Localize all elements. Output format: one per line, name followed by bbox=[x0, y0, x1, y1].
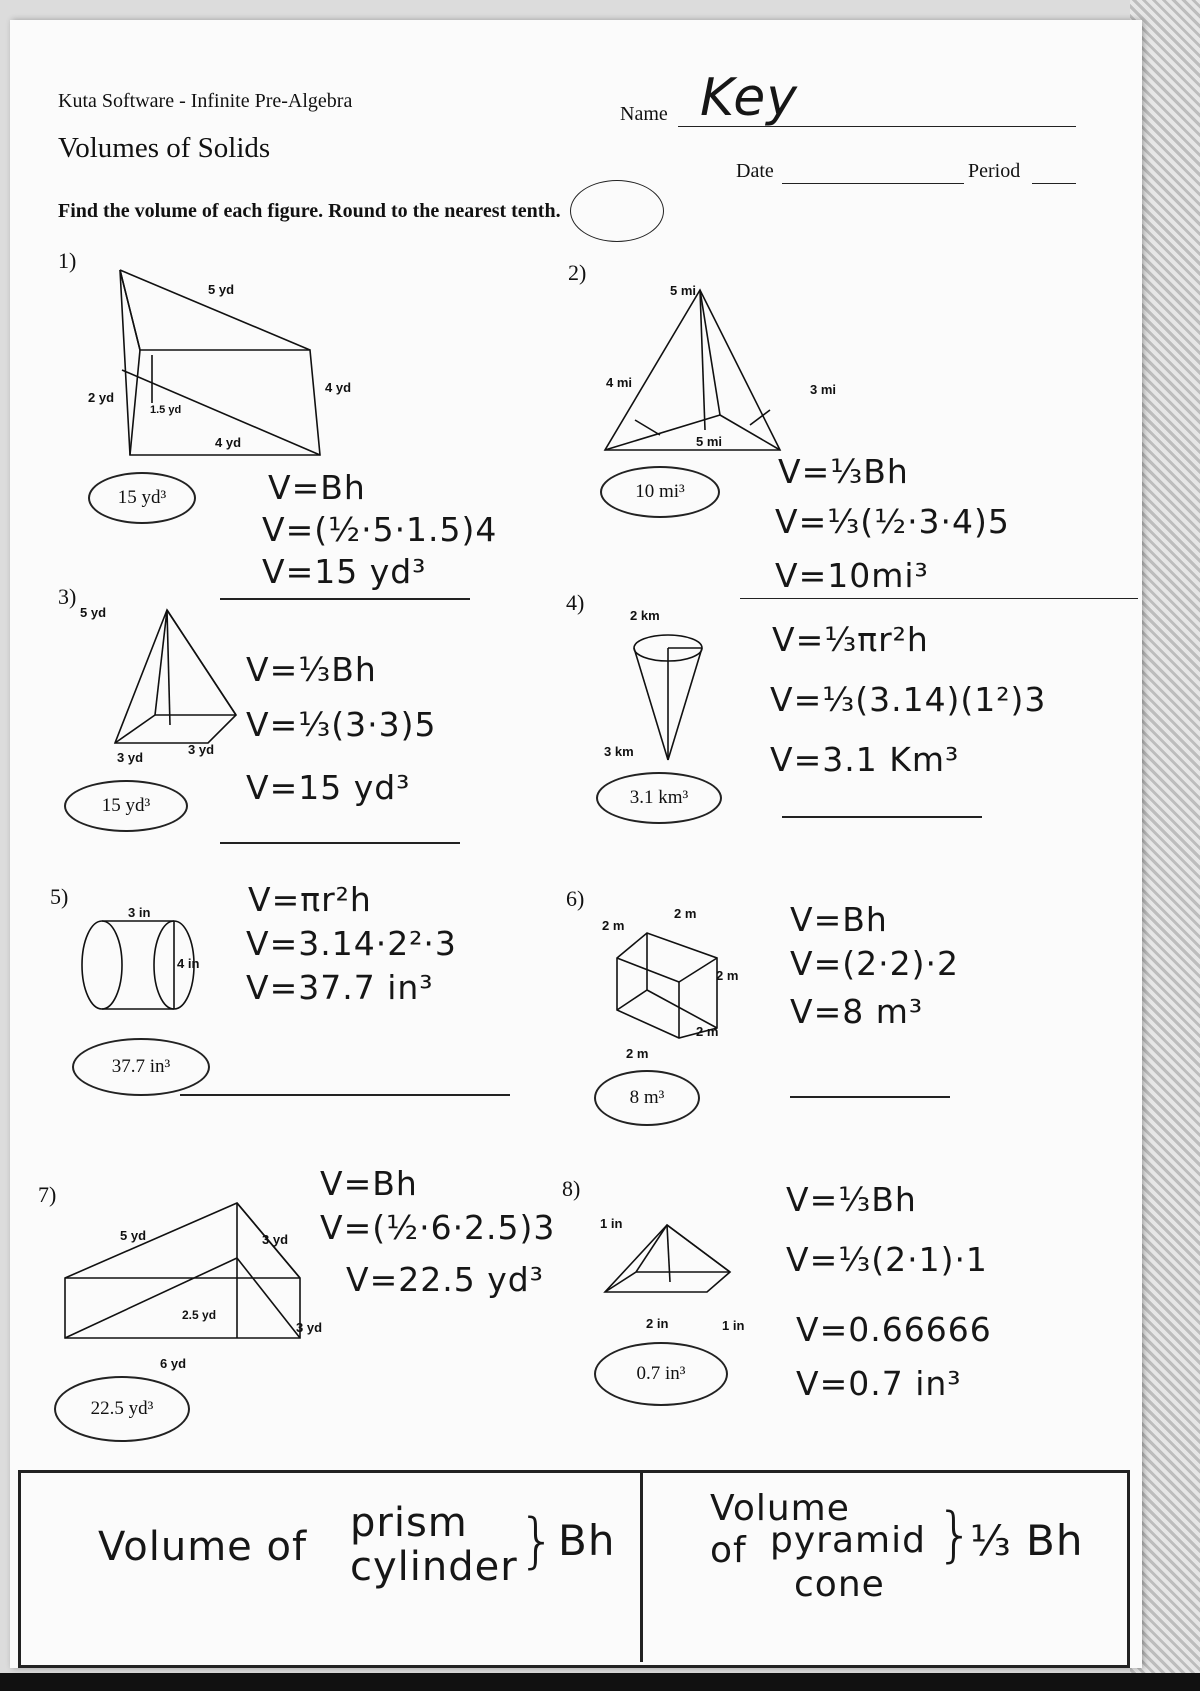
figure-8-rectangular-pyramid bbox=[602, 1220, 742, 1312]
p1-work-1: V=Bh bbox=[268, 468, 366, 507]
p2-divider bbox=[740, 598, 1138, 599]
p8-work-3: V=0.66666 bbox=[796, 1310, 992, 1349]
p1-label-b: 2 yd bbox=[88, 390, 115, 405]
p6-label-b: 2 m bbox=[674, 906, 697, 921]
p1-label-a: 5 yd bbox=[208, 282, 235, 297]
period-label: Period bbox=[968, 160, 1021, 182]
p1-answer: 15 yd³ bbox=[88, 472, 196, 524]
instructions: Find the volume of each figure. Round to the nearest tenth. bbox=[58, 200, 561, 222]
summary-left-item-2: cylinder bbox=[350, 1544, 518, 1590]
p2-work-1: V=⅓Bh bbox=[778, 452, 909, 491]
p5-label-a: 3 in bbox=[128, 905, 151, 920]
p8-label-a: 1 in bbox=[600, 1216, 623, 1231]
p7-label-d: 3 yd bbox=[296, 1320, 323, 1335]
p2-work-2: V=⅓(½·3·4)5 bbox=[775, 502, 1010, 541]
p6-label-e: 2 m bbox=[626, 1046, 649, 1061]
p7-answer: 22.5 yd³ bbox=[54, 1376, 190, 1442]
p8-work-1: V=⅓Bh bbox=[786, 1180, 917, 1219]
p6-work-3: V=8 m³ bbox=[790, 992, 924, 1031]
p3-divider bbox=[220, 842, 460, 844]
p6-answer: 8 m³ bbox=[594, 1070, 700, 1126]
p6-label-d: 2 m bbox=[696, 1024, 719, 1039]
p7-label-b: 3 yd bbox=[262, 1232, 289, 1247]
p6-divider bbox=[790, 1096, 950, 1098]
p5-work-1: V=πr²h bbox=[248, 880, 372, 919]
summary-left-formula: Bh bbox=[558, 1516, 616, 1565]
problem-3-number: 3) bbox=[58, 584, 77, 609]
period-line bbox=[1032, 183, 1076, 184]
page-bottom-shadow bbox=[0, 1673, 1200, 1691]
p3-label-c: 3 yd bbox=[188, 742, 215, 757]
p4-work-1: V=⅓πr²h bbox=[772, 620, 929, 659]
p7-work-1: V=Bh bbox=[320, 1164, 418, 1203]
summary-right-item-2: cone bbox=[794, 1564, 885, 1605]
summary-left-prefix: Volume of bbox=[98, 1524, 308, 1570]
p1-divider bbox=[220, 598, 470, 600]
p5-divider bbox=[180, 1094, 510, 1096]
worksheet-page bbox=[10, 20, 1142, 1668]
p3-answer: 15 yd³ bbox=[64, 780, 188, 832]
publisher-line: Kuta Software - Infinite Pre-Algebra bbox=[58, 90, 353, 112]
summary-right-formula: ⅓ Bh bbox=[970, 1516, 1084, 1565]
p7-label-c: 2.5 yd bbox=[182, 1308, 217, 1322]
summary-right-prefix-1: Volume bbox=[710, 1488, 850, 1529]
p2-label-b: 4 mi bbox=[606, 375, 633, 390]
p4-label-a: 2 km bbox=[630, 608, 660, 623]
summary-left-brace: } bbox=[518, 1506, 558, 1576]
p6-label-c: 2 m bbox=[716, 968, 739, 983]
problem-4-number: 4) bbox=[566, 590, 585, 615]
problem-1-number: 1) bbox=[58, 248, 77, 273]
name-value: Key bbox=[700, 68, 799, 128]
p2-work-3: V=10mi³ bbox=[775, 556, 929, 595]
p3-work-2: V=⅓(3·3)5 bbox=[246, 705, 437, 744]
p5-answer: 37.7 in³ bbox=[72, 1038, 210, 1096]
summary-divider bbox=[640, 1470, 643, 1662]
figure-7-triangular-prism bbox=[62, 1198, 322, 1358]
p4-label-b: 3 km bbox=[604, 744, 634, 759]
problem-2-number: 2) bbox=[568, 260, 587, 285]
summary-right-brace: } bbox=[936, 1500, 976, 1570]
p6-work-1: V=Bh bbox=[790, 900, 888, 939]
p8-answer: 0.7 in³ bbox=[594, 1342, 728, 1406]
figure-2-triangular-pyramid bbox=[600, 285, 800, 455]
p4-divider bbox=[782, 816, 982, 818]
p8-label-c: 1 in bbox=[722, 1318, 745, 1333]
p1-work-2: V=(½·5·1.5)4 bbox=[262, 510, 498, 549]
p4-work-3: V=3.1 Km³ bbox=[770, 740, 960, 779]
p3-work-3: V=15 yd³ bbox=[246, 768, 411, 807]
p8-label-b: 2 in bbox=[646, 1316, 669, 1331]
problem-8-number: 8) bbox=[562, 1176, 581, 1201]
p5-work-2: V=3.14·2²·3 bbox=[246, 924, 457, 963]
p3-label-b: 3 yd bbox=[117, 750, 144, 765]
summary-right-item-1: pyramid bbox=[770, 1520, 926, 1561]
p7-label-e: 6 yd bbox=[160, 1356, 187, 1371]
summary-right-prefix-2: of bbox=[710, 1530, 747, 1571]
p1-work-3: V=15 yd³ bbox=[262, 552, 427, 591]
p2-label-a: 5 mi bbox=[670, 283, 697, 298]
problem-7-number: 7) bbox=[38, 1182, 57, 1207]
p1-label-c: 1.5 yd bbox=[150, 404, 182, 416]
date-line bbox=[782, 183, 964, 184]
p7-work-2: V=(½·6·2.5)3 bbox=[320, 1208, 556, 1247]
p2-label-d: 5 mi bbox=[696, 434, 723, 449]
p3-label-a: 5 yd bbox=[80, 605, 107, 620]
problem-5-number: 5) bbox=[50, 884, 69, 909]
p6-label-a: 2 m bbox=[602, 918, 625, 933]
figure-4-cone bbox=[630, 630, 710, 765]
p4-work-2: V=⅓(3.14)(1²)3 bbox=[770, 680, 1047, 719]
problem-6-number: 6) bbox=[566, 886, 585, 911]
worksheet-title: Volumes of Solids bbox=[58, 132, 271, 164]
p6-work-2: V=(2·2)·2 bbox=[790, 944, 959, 983]
p7-work-3: V=22.5 yd³ bbox=[346, 1260, 544, 1299]
p8-work-4: V=0.7 in³ bbox=[796, 1364, 962, 1403]
p3-work-1: V=⅓Bh bbox=[246, 650, 377, 689]
p1-label-e: 4 yd bbox=[215, 435, 242, 450]
p2-label-c: 3 mi bbox=[810, 382, 837, 397]
date-label: Date bbox=[736, 160, 774, 182]
p5-label-b: 4 in bbox=[177, 956, 200, 971]
p8-work-2: V=⅓(2·1)·1 bbox=[786, 1240, 988, 1279]
circled-tenth-mark bbox=[570, 180, 664, 242]
p1-label-d: 4 yd bbox=[325, 380, 352, 395]
p7-label-a: 5 yd bbox=[120, 1228, 147, 1243]
figure-3-square-pyramid bbox=[110, 605, 250, 755]
name-label: Name bbox=[620, 103, 668, 125]
p4-answer: 3.1 km³ bbox=[596, 772, 722, 824]
summary-left-item-1: prism bbox=[350, 1500, 468, 1546]
p5-work-3: V=37.7 in³ bbox=[246, 968, 434, 1007]
p2-answer: 10 mi³ bbox=[600, 466, 720, 518]
